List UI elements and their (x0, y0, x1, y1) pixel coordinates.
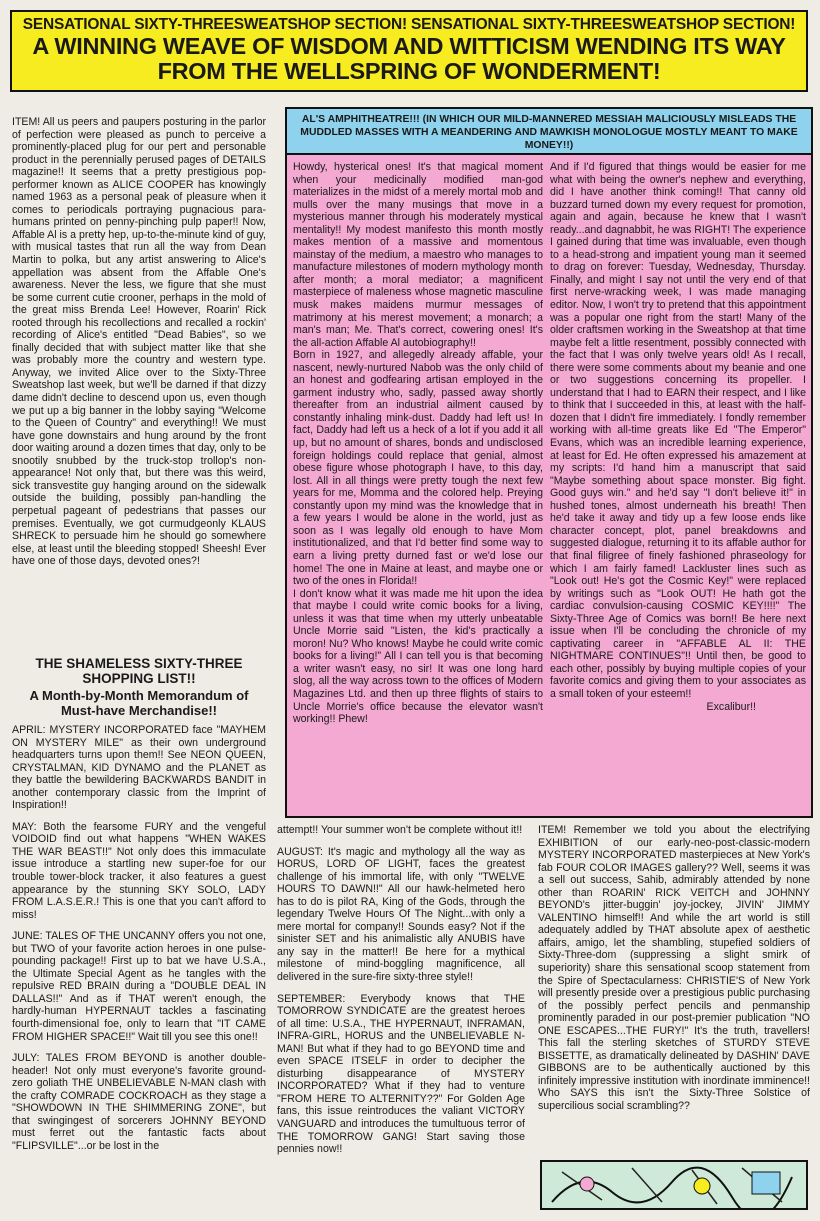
item-text: ITEM! Remember we told you about the electrifying EXHIBITION of our early-neo-post-classic-modern MYSTERY INCORPORATED masterpieces at New York's fab FOUR COLOR IMAGES gallery?? Well, seems it was a sell out success, Sahib, admirably attended by none other than ROARIN' RICK VEITCH and JOHNNY BEYOND's jitter-buggin' joy-jockey, JIVIN' JIMMY VALENTINO himself!! And while the art world is still adequately addled by THAT absolute apex of aesthetic affairs, amigo, let the shambling, stupefied soldiers of Sixty-Three-dom (suppressing a slight smirk of superiority) share this sensational scoop statement from the Spire of Spectacularness: CHRISTIE'S of New York will presently preside over a prestigious public purchasing of the possibly perfect pencils and penmanship prominently paraded in our post-premier publication "NO ONE ESCAPES...THE FURY!" It's the truth, travellers! This fall the sterling sketches of STURDY STEVE BISSETTE, as dramatically delineated by DASHIN' DAVE GIBBONS are to be authentically auctioned by this infinitely impressive institution with inordinate imminence!! Who SAYS this isn't the Sixty-Three Solstice of supercilious social scrambling?? (538, 824, 810, 1113)
shopping-list-subtitle: A Month-by-Month Memorandum of Must-have Merchandise!! (29, 688, 249, 718)
item-text: ITEM! All us peers and paupers posturing in the parlor of perfection were pleased as punch to perceive a prominently-placed plug for our pert and personable product in the perennially perused pages of DETAILS magazine!! It seems that a pretty prestigious pop-performer known as ALICE COOPER has knowingly named 1963 as a personal peak of pleasure when it comes to periodicals portraying pugnacious para-humans printed on penny-pinching pulp paper!! Now, Affable Al is a pretty hep, up-to-the-minute kind of guy, with musical tastes that run all the way from Dean Martin to polka, but any artist answering to Alice's appellation was absent from the Affable One's awareness. Never the less, we figure that she must be some current cutie crooner, perhaps in the mold of the great miss Brenda Lee! However, Roarin' Rick rooted through his recollections and recalled a rockin' recording of Alice's entitled "Dead Babies", so we finally decided that with subject matter like that she was probably more the country and western type. Anyway, we invited Alice over to the Sixty-Three Sweatshop last week, but we'll be darned if that dizzy dame didn't decline to descend upon us, even though we put up a big banner in the lobby saying "Welcome to the Queen of Country" and everything!! We must have gone downstairs and hung around by the front door waiting around a dozen times that day, only to be snootily snubbed by the truck-stop trollop's non-appearance! Not only that, but there was this weird, sick transvestite guy hanging around on the sidewalk outside the building, possibly pan-handling the perpetual pageant of pedestrians that passes our premises. Eventually, we got curmudgeonly KLAUS SHRECK to persuade him he should go somewhere else, at least until the bleeding stopped! Sheesh! Ever have one of those days, devoted ones?! (12, 116, 266, 568)
banner-line-3: FROM THE WELLSPRING OF WONDERMENT! (157, 58, 661, 84)
paragraph: Howdy, hysterical ones! It's that magical moment when your medicinally modified man-god materializes in the midst of a merely mortal mob and mulls over the many musings that move in a mysterious manner through his moderately mystical mentality!! My modest manifesto this month mostly makes mention of a massive and momentous mainstay of the medium, a maestro who manages to manufacture milestones of modern mythology month after month; a moral mediator; a magnificent masterpiece of maleness whose magnetic masculine musk makes maidens murmur messages of matrimony at his merest movement; a monarch; a man's man; Me. That's correct, cowering ones! It's the all-action Affable Al autobiography!! (293, 161, 543, 349)
item-exhibition (538, 824, 810, 1154)
may-entry: MAY: Both the fearsome FURY and the vengeful VOIDOID find out what happens "WHEN WAKES THE WAR BEAST!!" Not only does this immaculate issue introduce a startling new super-foe for our trouble tower-block tracker, it also features a guest appearance by the stunning SKY SOLO, LADY FROM L.A.S.E.R.! This is one that you can't afford to miss! (12, 820, 266, 921)
amphitheatre-box (285, 107, 813, 818)
paragraph: Born in 1927, and allegedly already affable, your nascent, newly-nurtured Nabob was the only child of an honest and godfearing artisan employed in the garment industry who, sadly, passed away shortly thereafter from an industrial ailment caused by constantly inhaling mink-dust. Daddy had left us! In fact, Daddy had left us a heck of a lot if you add it all up, but no amount of shares, bonds and undisclosed foreign holdings could replace that genial, almost obese figure whose photograph I have, to this day, lost. All in all things were pretty tough the next few years for me, Momma and the colored help. Preying constantly upon my mind was the knowledge that in a few years I would be alone in the world, just as soon as I was legally old enough to have Mom institutionalized, and that I'd better find some way to earn a living pretty durned fast or we'd lose our home! The one in Maine at least, and maybe one or two of the ones in Florida!! (293, 349, 543, 588)
signoff: Excalibur!! (706, 700, 756, 713)
banner-line-1: SENSATIONAL SIXTY-THREESWEATSHOP SECTION! SENSATIONAL SIXTY-THREESWEATSHOP SECTION! (22, 16, 796, 33)
july-entry-continued: attempt!! Your summer won't be complete without it!! (277, 824, 523, 836)
amphitheatre-left-column (293, 161, 543, 811)
shopping-list-column-2 (277, 824, 525, 1216)
july-entry: JULY: TALES FROM BEYOND is another double-header! Not only must everyone's favorite ground-zero goliath THE UNBELIEVABLE N-MAN clash with the crafty COMRADE COCKROACH as they stage a "SHOWDOWN IN THE SHIMMERING ZONE", but that swingingest of sorcerers JOHNNY BEYOND must ferret out the fantastic facts about "FLIPSVILLE"...or be lost in the (12, 1052, 266, 1152)
item-alice-cooper (12, 116, 266, 636)
amphitheatre-right-column (550, 161, 806, 811)
comic-art-illustration (542, 1162, 806, 1208)
june-entry: JUNE: TALES OF THE UNCANNY offers you not one, but TWO of your favorite action heroes in one pulse-pounding package!! First up to bat we have U.S.A., the Ultimate Special Agent as he tangles with the repulsive RED BRAIN during a "DOUBLE DEAL IN DALLAS!!" And as if THAT weren't enough, the hardly-human HYPERNAUT tackles a fascinating fourth-dimensional foe, only to learn that "IT CAME FROM HIGHER SPACE!!" Wait till you see this one!! (12, 930, 266, 1043)
september-entry: SEPTEMBER: Everybody knows that THE TOMORROW SYNDICATE are the greatest heroes of all time: U.S.A., THE HYPERNAUT, INFRAMAN, INFRA-GIRL, HORUS and the UNBELIEVABLE N-MAN! But what if they had to go BEYOND time and even SPACE ITSELF in order to decipher the disturbing disappearance of MYSTERY INCORPORATED? What if they had to venture "FROM HERE TO ALTERNITY??" For Golden Age fans, this issue reintroduces the valiant VICTORY VANGUARD and introduces the tumultuous terror of THE TOMORROW GANG! Start saving those pennies now!! (277, 992, 525, 1156)
header-banner (10, 10, 808, 92)
august-entry: AUGUST: It's magic and mythology all the way as HORUS, LORD OF LIGHT, faces the greatest challenge of his immortal life, with only "TWELVE HOURS TO DAWN!!" All our hawk-helmeted hero has to do is pilot RA, King of the Gods, through the legendary Twelve Hours Of The Night...with only a mere mortal for company!! Sounds easy? Not if the sinister SET and his animalistic ally ANUBIS have any say in the matter!! Be here for a mythical milestone of mind-boggling magnificence, all delivered in the sure-fire sixty-three style!! (277, 845, 525, 984)
shopping-list-title: THE SHAMELESS SIXTY-THREE SHOPPING LIST!! (35, 656, 243, 686)
april-entry: APRIL: MYSTERY INCORPORATED face "MAYHEM ON MYSTERY MILE" as their own underground headquarters turns upon them!! See NEON QUEEN, CRYSTALMAN, KID DYNAMO and the PLANET as they battle the bewildering BACKWARDS BANDIT in another contemporary classic from the Imprint of Inspiration!! (12, 724, 266, 812)
shopping-list-title-block (12, 656, 266, 718)
amphitheatre-header: AL'S AMPHITHEATRE!!! (IN WHICH OUR MILD-MANNERED MESSIAH MALICIOUSLY MISLEADS THE MUDDLED MASSES WITH A MEANDERING AND MAWKISH MONOLOGUE MOSTLY MEANT TO MAKE MONEY!!) (287, 109, 811, 155)
comic-art-thumbnail (540, 1160, 808, 1210)
banner-line-2: A WINNING WEAVE OF WISDOM AND WITTICISM WENDING ITS WAY (32, 33, 786, 59)
paragraph: And if I'd figured that things would be easier for me what with being the owner's nephew and everything, did I have another think coming!! That canny old buzzard turned down my every request for promotion, again and again, because he knew that I wasn't ready...and dagnabbit, he was RIGHT! The experience I gained during that time was invaluable, even though to a head-strong and impatient young man it seemed to drag on forever: Tuesday, Wednesday, Thursday. Finally, and might I say not until the very end of that first nerve-wracking week, I was made managing editor. Now, I won't try to pretend that this appointment was a popular one right from the start! Many of the older craftsmen working in the Sweatshop at that time maybe felt a little resentment, possibly connected with the fact that I was only twelve years old! As I recall, there were some comments about my beanie and one or two suggestions concerning its propeller. I understand that I had to EARN their respect, and I like to think that I succeeded in this, at least with the half-dozen that I didn't fire immediately. I fondly remember working with all-time greats like Ed "The Emperor" Evans, which was an incredible learning experience, at least for Ed. He often expressed his amazement at my scripts: I'd hand him a manuscript that said "Maybe something about space monster. Big fight. Good guys win." and he'd say "I don't believe it!" in hushed tones, almost underneath his breath! Then he'd take it away and tidy up a few loose ends like character concept, plot, panel breakdowns and suggested dialogue, returning it to its affable author for that final filigree of finely fashioned phraseology for which I am fairly famed! Lackluster lines such as "Look out! He's got the Cosmic Key!" were replaced by writings such as "Look OUT! He hath got the cardiac convulsion-causing COSMIC KEY!!!!" The Sixty-Three Age of Comics was born!! Be here next issue when I'll be concluding the chronicle of my captivating career in "AFFABLE AL II: THE NIGHTMARE CONTINUES"!! Until then, be good to each other, possibly by buying multiple copies of your favorite comics and giving them to your associates as a small token of your esteem!! (550, 161, 806, 700)
paragraph: I don't know what it was made me hit upon the idea that maybe I could write comic books for a living, unless it was that time when my utterly unbeatable Uncle Morrie said "Listen, the kid's practically a moron! Nu? Who knows! Maybe he could write comic books for a living!" All I can tell you is that becoming a writer wasn't easy, no sir! It was one long hard slog, all the way across town to the offices of Modern Magazines Ltd. and then up three flights of stairs to Uncle Morrie's office because the elevator wasn't working!! Phew! (293, 587, 543, 726)
shopping-list-column-1 (12, 724, 266, 1214)
